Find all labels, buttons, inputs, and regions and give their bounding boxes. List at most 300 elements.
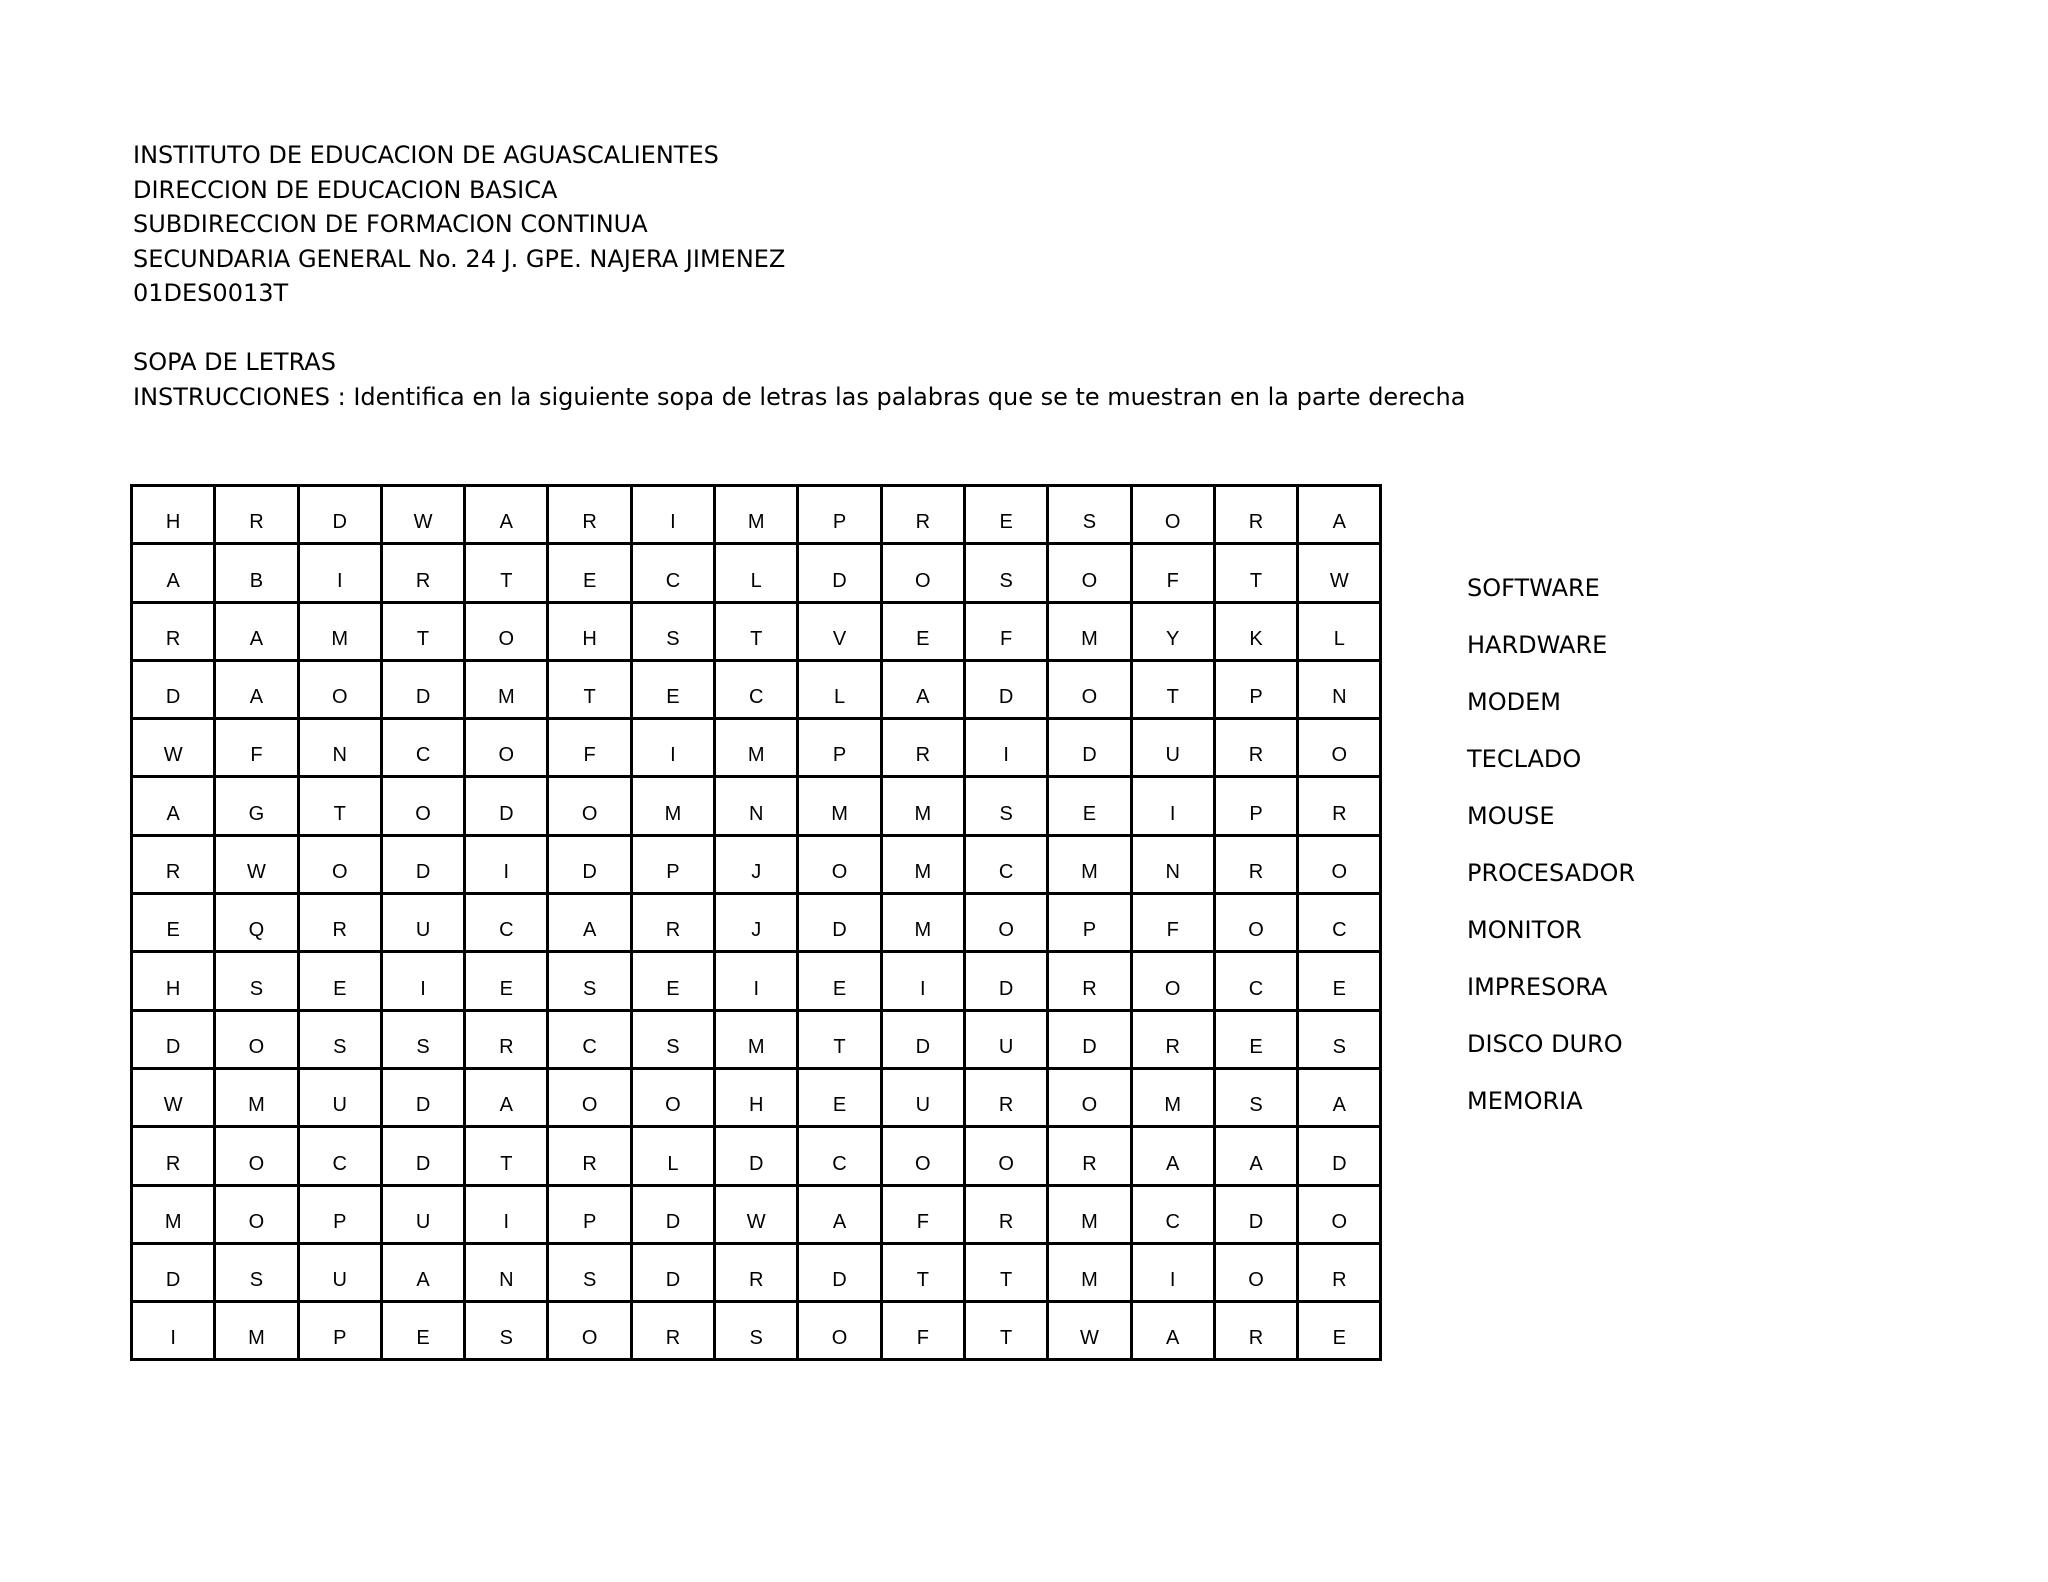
grid-letter: I: [753, 977, 759, 1000]
grid-cell: [1298, 719, 1381, 777]
grid-letter: T: [583, 686, 596, 709]
school-code: 01DES0013T: [133, 279, 289, 307]
grid-letter: D: [1082, 1035, 1097, 1058]
grid-cell: [132, 777, 215, 835]
grid-letter: O: [248, 1210, 265, 1233]
grid-cell: [548, 1127, 631, 1185]
grid-cell: [215, 1010, 298, 1068]
grid-cell: [1048, 486, 1131, 544]
grid-cell: [548, 1243, 631, 1301]
grid-letter: J: [751, 861, 762, 884]
grid-letter: R: [1332, 802, 1347, 825]
grid-cell: [132, 602, 215, 660]
grid-cell: [1131, 1243, 1214, 1301]
grid-letter: A: [1249, 1152, 1263, 1175]
grid-cell: [881, 1010, 964, 1068]
grid-letter: M: [831, 802, 848, 825]
grid-letter: O: [1164, 977, 1181, 1000]
grid-letter: I: [420, 977, 426, 1000]
grid-cell: [381, 719, 464, 777]
grid-cell: [1214, 1243, 1297, 1301]
grid-cell: [215, 544, 298, 602]
grid-cell: [381, 952, 464, 1010]
grid-cell: [1298, 486, 1381, 544]
grid-letter: C: [499, 919, 514, 942]
grid-cell: [631, 1127, 714, 1185]
grid-cell: [964, 660, 1047, 718]
grid-letter: O: [831, 1327, 848, 1350]
grid-letter: O: [248, 1035, 265, 1058]
grid-cell: [881, 835, 964, 893]
grid-letter: C: [832, 1152, 847, 1175]
grid-letter: M: [1081, 627, 1098, 650]
grid-cell: [465, 1010, 548, 1068]
grid-cell: [548, 486, 631, 544]
grid-letter: T: [750, 627, 763, 650]
grid-cell: [465, 894, 548, 952]
grid-letter: N: [1332, 686, 1347, 709]
grid-letter: M: [1081, 861, 1098, 884]
grid-cell: [631, 894, 714, 952]
grid-cell: [465, 777, 548, 835]
grid-cell: [381, 777, 464, 835]
grid-letter: R: [1248, 511, 1264, 534]
header-spacer: [133, 311, 1465, 346]
grid-cell: [298, 1243, 381, 1301]
grid-letter: L: [1333, 627, 1345, 650]
institute-name: INSTITUTO DE EDUCACION DE AGUASCALIENTES: [133, 141, 719, 169]
grid-cell: [1048, 894, 1131, 952]
grid-letter: R: [249, 511, 264, 534]
grid-cell: [715, 1185, 798, 1243]
grid-row: [132, 1243, 1381, 1301]
grid-letter: W: [1329, 569, 1349, 592]
grid-letter: D: [165, 1269, 181, 1292]
grid-letter: E: [1082, 802, 1097, 825]
grid-letter: M: [331, 627, 349, 650]
grid-letter: F: [916, 1210, 929, 1233]
grid-cell: [1048, 544, 1131, 602]
grid-cell: [298, 835, 381, 893]
grid-letter: F: [250, 744, 263, 767]
grid-letter: D: [832, 1269, 847, 1292]
grid-cell: [381, 544, 464, 602]
grid-letter: K: [1249, 627, 1263, 650]
grid-letter: Q: [248, 919, 265, 942]
grid-cell: [298, 1127, 381, 1185]
grid-cell: [298, 486, 381, 544]
grid-letter: O: [1331, 744, 1348, 767]
grid-cell: [548, 660, 631, 718]
grid-cell: [798, 486, 881, 544]
grid-letter: R: [165, 1152, 181, 1175]
grid-cell: [715, 952, 798, 1010]
grid-letter: O: [1164, 511, 1181, 534]
grid-cell: [548, 835, 631, 893]
grid-letter: S: [582, 1269, 597, 1292]
grid-cell: [1131, 835, 1214, 893]
grid-letter: J: [751, 919, 762, 942]
grid-letter: T: [333, 802, 346, 825]
grid-letter: I: [670, 511, 676, 534]
grid-letter: R: [749, 1269, 764, 1292]
grid-cell: [132, 1068, 215, 1126]
grid-letter: P: [333, 1327, 347, 1350]
grid-cell: [798, 660, 881, 718]
grid-cell: [715, 777, 798, 835]
grid-cell: [881, 660, 964, 718]
grid-cell: [964, 544, 1047, 602]
grid-letter: R: [165, 861, 181, 884]
grid-letter: T: [1000, 1327, 1013, 1350]
grid-letter: O: [331, 861, 348, 884]
grid-cell: [1298, 544, 1381, 602]
grid-cell: [548, 1302, 631, 1360]
grid-letter: U: [332, 1269, 347, 1292]
grid-cell: [465, 719, 548, 777]
grid-cell: [1048, 660, 1131, 718]
grid-row: [132, 544, 1381, 602]
grid-letter: E: [416, 1327, 430, 1350]
grid-cell: [881, 719, 964, 777]
grid-letter: D: [749, 1152, 764, 1175]
page-title: SOPA DE LETRAS: [133, 348, 336, 376]
grid-letter: D: [415, 686, 431, 709]
grid-cell: [964, 835, 1047, 893]
grid-letter: D: [832, 919, 847, 942]
grid-letter: D: [582, 861, 597, 884]
grid-letter: E: [999, 511, 1013, 534]
grid-letter: O: [415, 802, 431, 825]
grid-cell: [881, 1068, 964, 1126]
grid-letter: R: [1082, 977, 1097, 1000]
grid-cell: [964, 719, 1047, 777]
grid-cell: [715, 1243, 798, 1301]
grid-cell: [298, 952, 381, 1010]
grid-cell: [1214, 544, 1297, 602]
grid-letter: S: [1249, 1094, 1263, 1117]
grid-letter: S: [333, 1035, 347, 1058]
word-list-item: PROCESADOR: [1467, 859, 1636, 887]
grid-cell: [964, 1127, 1047, 1185]
grid-cell: [631, 1068, 714, 1126]
grid-cell: [298, 544, 381, 602]
grid-letter: T: [1166, 686, 1179, 709]
grid-letter: M: [164, 1210, 182, 1233]
grid-cell: [715, 602, 798, 660]
grid-row: [132, 835, 1381, 893]
grid-cell: [298, 777, 381, 835]
grid-cell: [381, 1243, 464, 1301]
grid-letter: S: [666, 627, 680, 650]
grid-letter: M: [248, 1327, 265, 1350]
grid-letter: I: [1169, 1269, 1176, 1292]
grid-letter: U: [915, 1094, 931, 1117]
instructions: INSTRUCCIONES : Identifica en la siguiente sopa de letras las palabras que se te muestran en la parte derecha: [133, 382, 1466, 411]
grid-letter: R: [1082, 1152, 1097, 1175]
grid-cell: [1131, 544, 1214, 602]
grid-cell: [215, 894, 298, 952]
grid-cell: [715, 660, 798, 718]
grid-letter: Y: [1166, 627, 1180, 650]
grid-letter: D: [665, 1210, 681, 1233]
grid-cell: [465, 602, 548, 660]
grid-letter: P: [666, 861, 680, 884]
grid-cell: [1048, 1185, 1131, 1243]
grid-letter: R: [915, 744, 931, 767]
grid-cell: [298, 602, 381, 660]
grid-cell: [1048, 602, 1131, 660]
grid-letter: R: [1332, 1269, 1347, 1292]
grid-letter: I: [1003, 744, 1009, 767]
grid-letter: O: [998, 1152, 1014, 1175]
word-list-item: IMPRESORA: [1467, 973, 1608, 1001]
grid-cell: [1214, 835, 1297, 893]
grid-row: [132, 777, 1381, 835]
grid-cell: [1214, 894, 1297, 952]
grid-letter: C: [1165, 1210, 1180, 1233]
subdirection-name: SUBDIRECCION DE FORMACION CONTINUA: [133, 210, 648, 238]
grid-cell: [631, 660, 714, 718]
word-list-item: DISCO DURO: [1467, 1030, 1623, 1058]
grid-cell: [215, 777, 298, 835]
grid-letter: I: [1169, 802, 1176, 825]
grid-letter: U: [332, 1094, 347, 1117]
grid-cell: [548, 894, 631, 952]
grid-letter: N: [1165, 861, 1180, 884]
grid-letter: O: [1081, 569, 1098, 592]
grid-cell: [465, 835, 548, 893]
grid-cell: [964, 894, 1047, 952]
grid-letter: D: [499, 802, 514, 825]
grid-letter: D: [998, 977, 1014, 1000]
grid-cell: [1048, 952, 1131, 1010]
grid-letter: W: [413, 511, 433, 534]
grid-cell: [298, 894, 381, 952]
grid-cell: [1298, 660, 1381, 718]
grid-cell: [881, 486, 964, 544]
grid-letter: N: [499, 1269, 514, 1292]
grid-cell: [715, 1010, 798, 1068]
grid-cell: [548, 544, 631, 602]
grid-cell: [1048, 1127, 1131, 1185]
grid-letter: S: [1332, 1035, 1346, 1058]
grid-cell: [964, 1010, 1047, 1068]
grid-cell: [1298, 602, 1381, 660]
grid-letter: C: [582, 1035, 597, 1058]
grid-letter: E: [333, 977, 347, 1000]
grid-letter: L: [833, 686, 846, 709]
grid-cell: [381, 1068, 464, 1126]
grid-cell: [798, 1302, 881, 1360]
grid-letter: E: [1249, 1035, 1263, 1058]
grid-letter: A: [166, 802, 180, 825]
grid-letter: R: [1248, 744, 1264, 767]
grid-cell: [548, 1185, 631, 1243]
grid-cell: [215, 660, 298, 718]
school-name: SECUNDARIA GENERAL No. 24 J. GPE. NAJERA JIMENEZ: [133, 244, 786, 273]
grid-cell: [631, 777, 714, 835]
grid-letter: A: [916, 686, 930, 709]
document-header: [133, 138, 1465, 414]
grid-cell: [1131, 777, 1214, 835]
grid-letter: T: [1249, 569, 1263, 592]
grid-letter: F: [1166, 919, 1179, 942]
grid-cell: [465, 1302, 548, 1360]
direction-name: DIRECCION DE EDUCACION BASICA: [133, 175, 558, 204]
grid-letter: U: [415, 919, 431, 942]
grid-cell: [715, 1127, 798, 1185]
grid-letter: E: [166, 919, 180, 942]
grid-cell: [1214, 602, 1297, 660]
grid-letter: C: [332, 1152, 347, 1175]
grid-letter: G: [248, 802, 265, 825]
grid-cell: [465, 544, 548, 602]
grid-letter: E: [832, 977, 847, 1000]
grid-cell: [381, 894, 464, 952]
word-list-item: HARDWARE: [1467, 631, 1608, 659]
grid-cell: [881, 952, 964, 1010]
grid-letter: S: [416, 1035, 430, 1058]
grid-letter: E: [499, 977, 513, 1000]
grid-cell: [881, 1243, 964, 1301]
grid-letter: M: [747, 744, 765, 767]
grid-cell: [1131, 602, 1214, 660]
grid-cell: [215, 1068, 298, 1126]
grid-letter: E: [916, 627, 930, 650]
grid-cell: [1131, 1302, 1214, 1360]
grid-letter: T: [833, 1035, 846, 1058]
grid-cell: [215, 486, 298, 544]
grid-cell: [881, 544, 964, 602]
grid-cell: [132, 486, 215, 544]
grid-cell: [548, 952, 631, 1010]
grid-row: [132, 660, 1381, 718]
grid-cell: [798, 602, 881, 660]
grid-cell: [381, 602, 464, 660]
grid-letter: O: [1248, 1269, 1264, 1292]
grid-letter: R: [415, 569, 431, 592]
grid-cell: [298, 1068, 381, 1126]
grid-cell: [964, 1068, 1047, 1126]
grid-letter: F: [916, 1327, 929, 1350]
word-list: [1467, 560, 1635, 1130]
grid-row: [132, 719, 1381, 777]
grid-row: [132, 602, 1381, 660]
grid-row: [132, 486, 1381, 544]
grid-cell: [215, 1243, 298, 1301]
grid-cell: [1214, 1010, 1297, 1068]
grid-letter: R: [665, 1327, 681, 1350]
grid-letter: D: [832, 569, 847, 592]
grid-letter: E: [1332, 1327, 1346, 1350]
grid-cell: [1131, 660, 1214, 718]
grid-letter: M: [914, 919, 932, 942]
grid-row: [132, 894, 1381, 952]
grid-cell: [1298, 835, 1381, 893]
grid-cell: [132, 1302, 215, 1360]
grid-cell: [548, 719, 631, 777]
grid-row: [132, 1127, 1381, 1185]
grid-cell: [631, 1243, 714, 1301]
grid-letter: T: [416, 627, 430, 650]
grid-cell: [881, 1127, 964, 1185]
grid-letter: E: [832, 1094, 847, 1117]
grid-letter: H: [582, 627, 597, 650]
grid-cell: [798, 719, 881, 777]
grid-cell: [715, 719, 798, 777]
grid-cell: [1298, 1010, 1381, 1068]
grid-cell: [215, 602, 298, 660]
grid-cell: [1214, 777, 1297, 835]
grid-letter: I: [503, 1210, 510, 1233]
grid-letter: R: [665, 919, 681, 942]
grid-cell: [381, 835, 464, 893]
grid-cell: [1131, 1127, 1214, 1185]
grid-cell: [631, 602, 714, 660]
grid-cell: [1131, 719, 1214, 777]
grid-letter: I: [336, 569, 343, 592]
grid-cell: [798, 952, 881, 1010]
grid-letter: E: [666, 686, 680, 709]
grid-cell: [631, 835, 714, 893]
grid-row: [132, 1068, 1381, 1126]
word-list-item: MEMORIA: [1467, 1087, 1583, 1115]
grid-letter: O: [1081, 686, 1098, 709]
grid-letter: W: [746, 1210, 766, 1233]
grid-cell: [465, 952, 548, 1010]
grid-cell: [215, 952, 298, 1010]
grid-letter: O: [498, 744, 515, 767]
grid-cell: [465, 660, 548, 718]
grid-letter: A: [249, 627, 264, 650]
grid-cell: [1214, 719, 1297, 777]
grid-cell: [132, 835, 215, 893]
grid-cell: [1048, 1010, 1131, 1068]
grid-cell: [715, 894, 798, 952]
word-list-item: MODEM: [1467, 688, 1561, 716]
grid-cell: [132, 894, 215, 952]
grid-cell: [881, 894, 964, 952]
grid-cell: [1048, 1243, 1131, 1301]
grid-cell: [215, 1185, 298, 1243]
grid-cell: [465, 1185, 548, 1243]
grid-cell: [881, 777, 964, 835]
grid-cell: [381, 1127, 464, 1185]
grid-cell: [1048, 1068, 1131, 1126]
grid-cell: [881, 602, 964, 660]
grid-cell: [381, 1302, 464, 1360]
grid-letter: R: [998, 1210, 1014, 1233]
grid-cell: [132, 1127, 215, 1185]
grid-row: [132, 1302, 1381, 1360]
grid-cell: [881, 1185, 964, 1243]
grid-letter: P: [582, 1210, 597, 1233]
grid-cell: [631, 1010, 714, 1068]
grid-letter: R: [332, 919, 347, 942]
grid-cell: [298, 719, 381, 777]
grid-letter: O: [498, 627, 515, 650]
grid-letter: L: [750, 569, 762, 592]
grid-letter: H: [749, 1094, 764, 1117]
grid-cell: [1298, 1302, 1381, 1360]
grid-letter: A: [1166, 1152, 1180, 1175]
grid-cell: [1131, 1010, 1214, 1068]
grid-letter: H: [165, 511, 181, 534]
grid-cell: [132, 544, 215, 602]
grid-letter: A: [249, 686, 264, 709]
grid-letter: O: [1331, 1210, 1348, 1233]
